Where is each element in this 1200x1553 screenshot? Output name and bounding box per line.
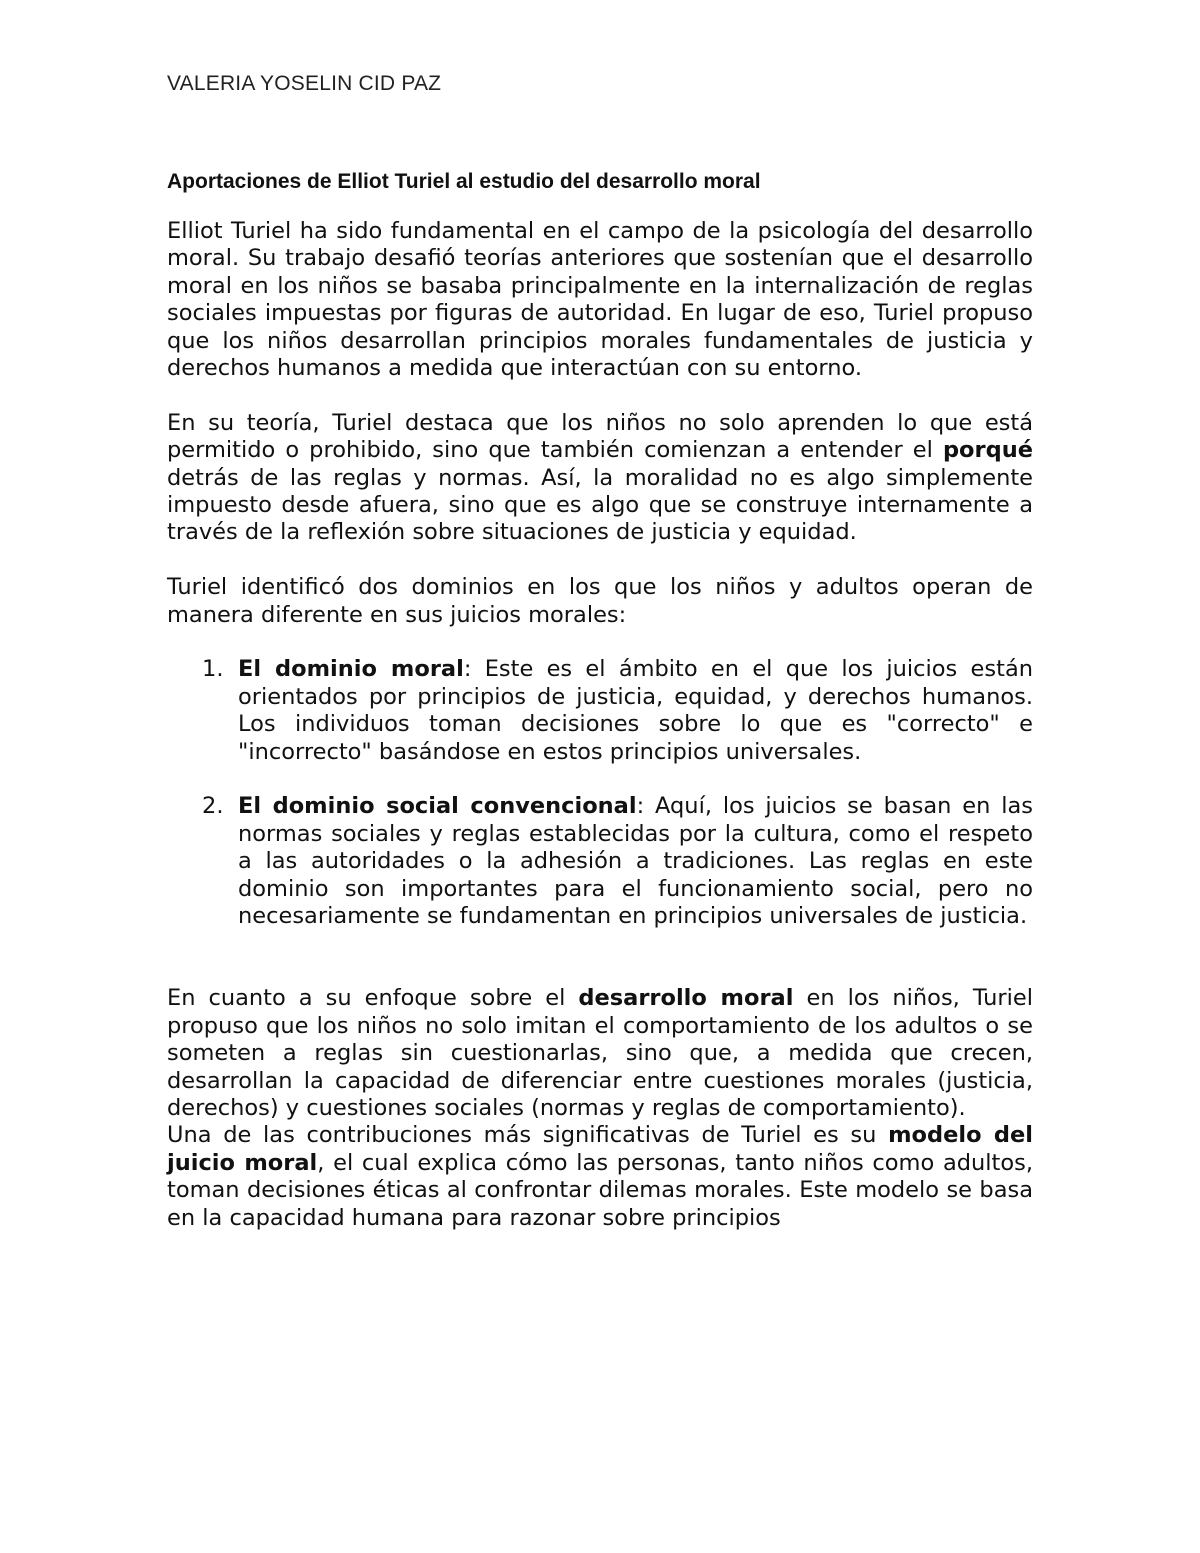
paragraph-approach [167, 985, 1033, 1122]
paragraph-approach-bold: desarrollo moral [578, 985, 794, 1012]
list-item [167, 793, 1033, 930]
paragraph-model-bold: modelo del juicio moral [167, 1122, 1033, 1176]
list-item-text: : Aquí, los juicios se basan en las normas sociales y reglas establecidas por la cultura, como el respeto a las autoridades o la adhesión a tradiciones. Las reglas en este dominio son importantes para el funcionamiento social, pero no necesariamente se fundamentan en principios universales de justicia. [238, 793, 1033, 930]
list-item-number: 1. [202, 656, 224, 683]
paragraph-approach-text-b: en los niños, Turiel propuso que los niños no solo imitan el comportamiento de los adultos o se someten a reglas sin cuestionarlas, sino que, a medida que crecen, desarrollan la capacidad de diferenciar entre cuestiones morales (justicia, derechos) y cuestiones sociales (normas y reglas de comportamiento). [167, 985, 1034, 1121]
list-item-number: 2. [202, 793, 224, 820]
list-item-term: El dominio moral [238, 656, 464, 683]
paragraph-domains: Turiel identificó dos dominios en los que los niños y adultos operan de manera diferente en sus juicios morales: [167, 574, 1033, 628]
paragraph-approach-text-a: En cuanto a su enfoque sobre el [167, 985, 579, 1012]
list-item-text: : Este es el ámbito en el que los juicios están orientados por principios de justicia, equidad, y derechos humanos. Los individuos toman decisiones sobre lo que es "correcto" e "incorrecto" basándose en estos principios universales. [238, 656, 1033, 765]
domains-list [167, 656, 1033, 930]
paragraph-model [167, 1122, 1033, 1232]
paragraph-model-text-b: , el cual explica cómo las personas, tanto niños como adultos, toman decisiones éticas al confrontar dilemas morales. Este modelo se basa en la capacidad humana para razonar sobre principios [167, 1149, 1033, 1231]
spacer [167, 931, 1033, 958]
paragraph-theory [167, 410, 1033, 547]
paragraph-theory-bold: porqué [942, 437, 1033, 464]
author-header: VALERIA YOSELIN CID PAZ [167, 72, 442, 95]
paragraph-model-text-a: Una de las contribuciones más significativas de Turiel es su [167, 1122, 889, 1149]
paragraph-theory-text-b: detrás de las reglas y normas. Así, la moralidad no es algo simplemente impuesto desde afuera, sino que es algo que se construye internamente a través de la reflexión sobre situaciones de justicia y equidad. [167, 464, 1033, 546]
list-item-term: El dominio social convencional [238, 793, 637, 820]
document-title: Aportaciones de Elliot Turiel al estudio del desarrollo moral [167, 170, 761, 193]
document-body [167, 218, 1033, 1232]
paragraph-intro: Elliot Turiel ha sido fundamental en el campo de la psicología del desarrollo moral. Su trabajo desafió teorías anteriores que sostenían que el desarrollo moral en los niños se basaba principalmente en la internalización de reglas sociales impuestas por figuras de autoridad. En lugar de eso, Turiel propuso que los niños desarrollan principios morales fundamentales de justicia y derechos humanos a medida que interactúan con su entorno. [167, 218, 1033, 382]
paragraph-theory-text-a: En su teoría, Turiel destaca que los niños no solo aprenden lo que está permitido o prohibido, sino que también comienzan a entender el [167, 409, 1033, 464]
list-item [167, 656, 1033, 766]
